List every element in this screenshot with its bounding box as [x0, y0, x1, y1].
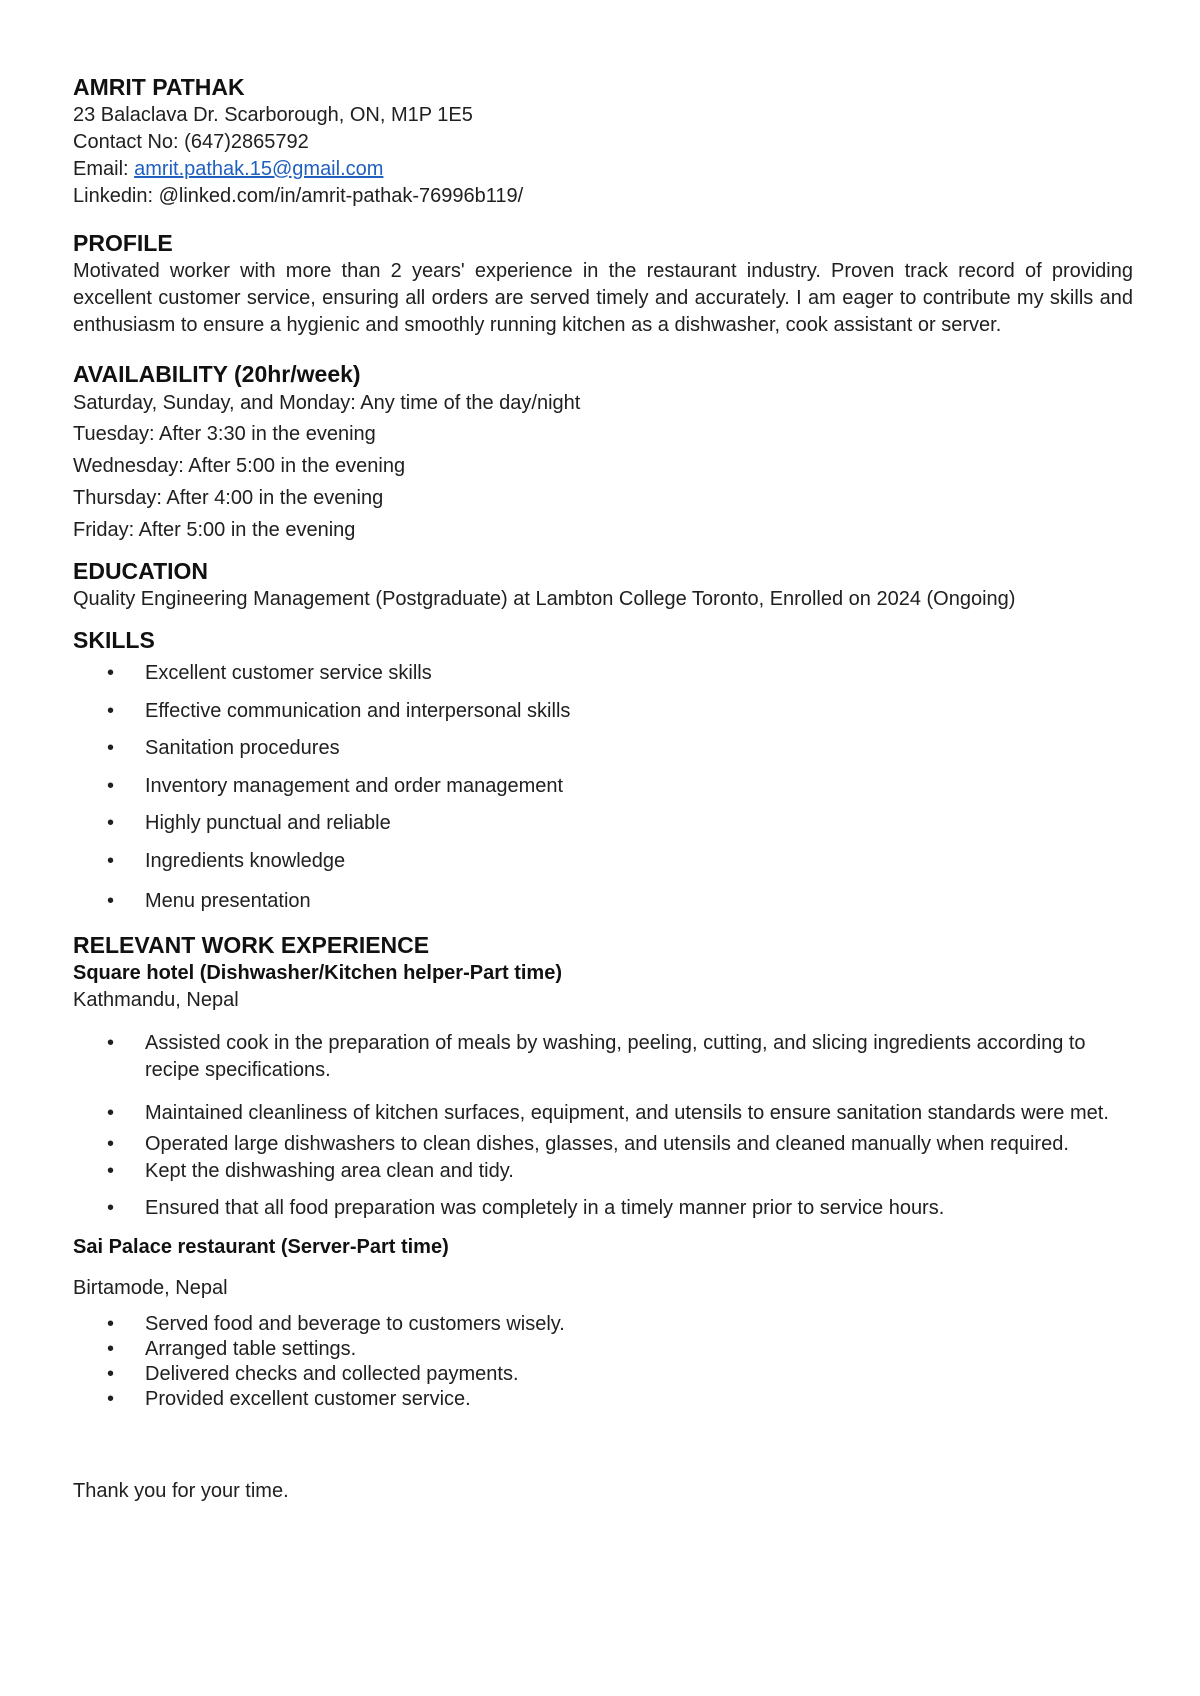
- address: 23 Balaclava Dr. Scarborough, ON, M1P 1E5: [73, 104, 473, 126]
- experience-heading: RELEVANT WORK EXPERIENCE: [73, 932, 430, 958]
- availability-heading: AVAILABILITY (20hr/week): [73, 361, 361, 387]
- profile-text: Motivated worker with more than 2 years' experience in the restaurant industry. Proven track record of providing excellent customer service, ensuring all orders are served timely and accurately. I am eager to contribute my skills and enthusiasm to ensure a hygienic and smoothly running kitchen as a dishwasher, cook assistant or server.: [73, 260, 1133, 336]
- list-item: • Sanitation procedures: [73, 730, 1133, 768]
- email-line: [73, 156, 1133, 183]
- profile-heading: PROFILE: [73, 230, 173, 256]
- list-item: • Maintained cleanliness of kitchen surfaces, equipment, and utensils to ensure sanitation standards were met.: [73, 1100, 1133, 1127]
- resume-page: [73, 72, 1133, 1505]
- candidate-name: AMRIT PATHAK: [73, 74, 245, 100]
- job-entry: [73, 960, 1133, 1222]
- job-title: Square hotel (Dishwasher/Kitchen helper-Part time): [73, 962, 562, 984]
- skills-heading: SKILLS: [73, 627, 155, 653]
- list-item: • Effective communication and interpersonal skills: [73, 693, 1133, 731]
- availability-line: Friday: After 5:00 in the evening: [73, 519, 356, 541]
- contact-number: Contact No: (647)2865792: [73, 131, 309, 153]
- list-item: • Delivered checks and collected payments.: [73, 1362, 1133, 1387]
- availability-section: [73, 359, 1133, 546]
- list-item: • Served food and beverage to customers wisely.: [73, 1312, 1133, 1337]
- education-section: [73, 556, 1133, 613]
- availability-line: Thursday: After 4:00 in the evening: [73, 487, 384, 509]
- list-item: • Inventory management and order management: [73, 768, 1133, 806]
- email-label: Email:: [73, 158, 135, 180]
- job-duties-list: [73, 1030, 1133, 1222]
- education-heading: EDUCATION: [73, 558, 209, 584]
- job-location: Birtamode, Nepal: [73, 1277, 228, 1299]
- list-item: • Ingredients knowledge: [73, 843, 1133, 881]
- availability-line: Tuesday: After 3:30 in the evening: [73, 423, 376, 445]
- skills-list: [73, 655, 1133, 922]
- availability-line: Wednesday: After 5:00 in the evening: [73, 455, 406, 477]
- closing-line: Thank you for your time.: [73, 1480, 289, 1502]
- skills-section: [73, 625, 1133, 922]
- list-item: • Menu presentation: [73, 880, 1133, 922]
- list-item: • Ensured that all food preparation was completely in a timely manner prior to service hours.: [73, 1195, 1133, 1222]
- list-item: • Operated large dishwashers to clean dishes, glasses, and utensils and cleaned manually when required.: [73, 1131, 1133, 1158]
- list-item: • Highly punctual and reliable: [73, 805, 1133, 843]
- list-item: • Assisted cook in the preparation of meals by washing, peeling, cutting, and slicing ingredients according to recipe specifications.: [73, 1030, 1133, 1084]
- resume-header: [73, 72, 1133, 210]
- job-location: Kathmandu, Nepal: [73, 989, 239, 1011]
- job-title: Sai Palace restaurant (Server-Part time): [73, 1236, 449, 1258]
- list-item: • Provided excellent customer service.: [73, 1387, 1133, 1412]
- experience-section: [73, 930, 1133, 1412]
- linkedin: Linkedin: @linked.com/in/amrit-pathak-76996b119/: [73, 185, 524, 207]
- profile-section: [73, 228, 1133, 339]
- email-link[interactable]: amrit.pathak.15@gmail.com: [134, 158, 384, 180]
- list-item: • Excellent customer service skills: [73, 655, 1133, 693]
- list-item: • Arranged table settings.: [73, 1337, 1133, 1362]
- education-text: Quality Engineering Management (Postgraduate) at Lambton College Toronto, Enrolled on 2024 (Ongoing): [73, 588, 1016, 610]
- job-entry: [73, 1234, 1133, 1412]
- list-item: • Kept the dishwashing area clean and tidy.: [73, 1158, 1133, 1185]
- job-duties-list: [73, 1312, 1133, 1412]
- availability-line: Saturday, Sunday, and Monday: Any time of the day/night: [73, 392, 581, 414]
